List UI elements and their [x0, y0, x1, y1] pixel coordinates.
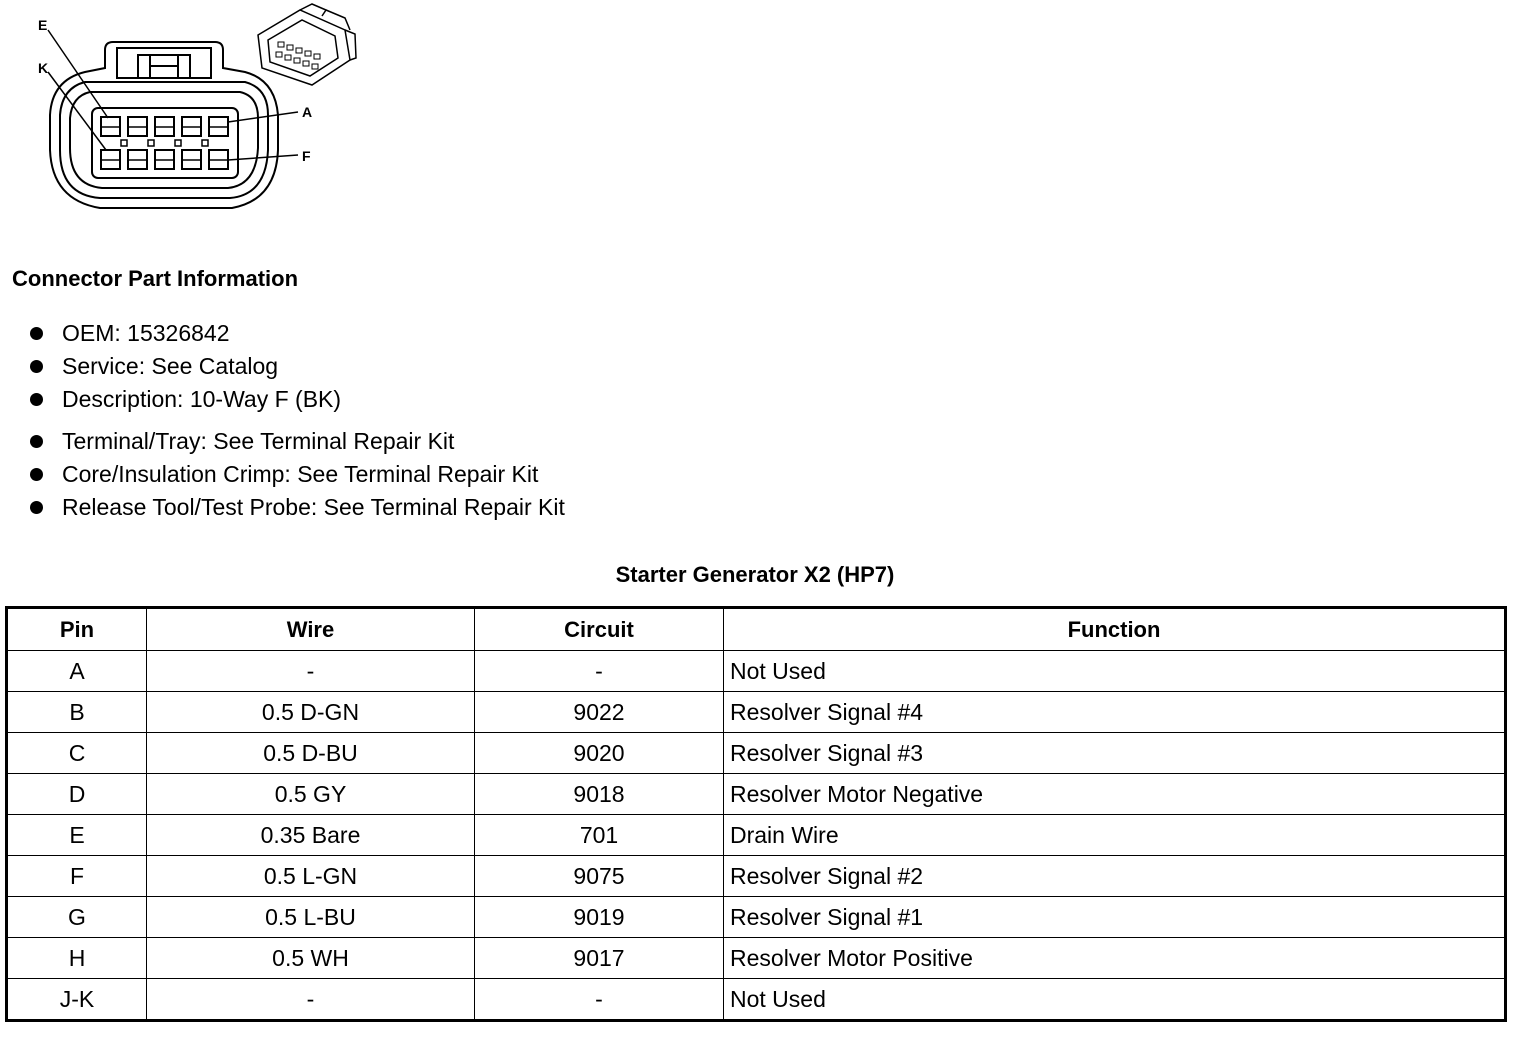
pin-label-e: E	[38, 17, 48, 33]
info-service: Service: See Catalog	[62, 353, 279, 379]
pin-label-f: F	[302, 148, 311, 164]
table-row	[7, 733, 1506, 774]
cell-pin: B	[7, 692, 147, 733]
cell-function: Resolver Signal #4	[724, 692, 1506, 733]
connector-info-heading: Connector Part Information	[12, 266, 299, 291]
cell-circuit: 9022	[475, 692, 724, 733]
bullet-icon	[30, 393, 43, 406]
header-function: Function	[724, 608, 1506, 651]
cell-pin: F	[7, 856, 147, 897]
cell-circuit: 9017	[475, 938, 724, 979]
pin-label-k: K	[38, 60, 49, 76]
table-row	[7, 692, 1506, 733]
cell-wire: 0.5 GY	[147, 774, 475, 815]
cell-circuit: 9020	[475, 733, 724, 774]
cell-wire: 0.5 L-BU	[147, 897, 475, 938]
cell-wire: 0.5 WH	[147, 938, 475, 979]
pin-label-a: A	[302, 104, 313, 120]
connector-info-list-primary	[28, 317, 341, 416]
bullet-icon	[30, 327, 43, 340]
cell-wire: 0.5 D-BU	[147, 733, 475, 774]
cell-pin: D	[7, 774, 147, 815]
header-pin: Pin	[7, 608, 147, 651]
cell-circuit: 9018	[475, 774, 724, 815]
cell-pin: G	[7, 897, 147, 938]
table-row	[7, 979, 1506, 1021]
pin-table	[5, 606, 1507, 1022]
cell-function: Resolver Signal #2	[724, 856, 1506, 897]
table-row	[7, 774, 1506, 815]
table-header-row	[7, 608, 1506, 651]
cell-wire: 0.5 D-GN	[147, 692, 475, 733]
info-terminal-tray: Terminal/Tray: See Terminal Repair Kit	[62, 428, 455, 454]
table-row	[7, 651, 1506, 692]
connector-thumbnail	[258, 4, 356, 85]
bullet-icon	[30, 435, 43, 448]
cell-wire: -	[147, 979, 475, 1021]
cell-pin: E	[7, 815, 147, 856]
info-description: Description: 10-Way F (BK)	[62, 386, 342, 412]
cell-circuit: 9075	[475, 856, 724, 897]
table-row	[7, 815, 1506, 856]
table-row	[7, 856, 1506, 897]
connector-info-list-terminal	[28, 425, 565, 524]
cell-function: Drain Wire	[724, 815, 1506, 856]
bullet-icon	[30, 501, 43, 514]
header-circuit: Circuit	[475, 608, 724, 651]
cell-wire: 0.5 L-GN	[147, 856, 475, 897]
cell-function: Resolver Signal #3	[724, 733, 1506, 774]
info-release-tool: Release Tool/Test Probe: See Terminal Repair Kit	[62, 494, 565, 520]
cell-pin: A	[7, 651, 147, 692]
list-item	[28, 491, 565, 524]
list-item	[28, 383, 341, 416]
cell-function: Not Used	[724, 651, 1506, 692]
table-row	[7, 897, 1506, 938]
table-title: Starter Generator X2 (HP7)	[615, 562, 895, 587]
cell-wire: -	[147, 651, 475, 692]
cell-function: Resolver Motor Positive	[724, 938, 1506, 979]
table-row	[7, 938, 1506, 979]
bullet-icon	[30, 468, 43, 481]
cell-circuit: -	[475, 979, 724, 1021]
bullet-icon	[30, 360, 43, 373]
cell-function: Resolver Signal #1	[724, 897, 1506, 938]
cell-pin: H	[7, 938, 147, 979]
cell-circuit: -	[475, 651, 724, 692]
cell-circuit: 9019	[475, 897, 724, 938]
connector-diagram	[0, 0, 370, 220]
list-item	[28, 425, 565, 458]
info-crimp: Core/Insulation Crimp: See Terminal Repair Kit	[62, 461, 539, 487]
list-item	[28, 458, 565, 491]
cell-function: Resolver Motor Negative	[724, 774, 1506, 815]
cell-circuit: 701	[475, 815, 724, 856]
cell-wire: 0.35 Bare	[147, 815, 475, 856]
info-oem: OEM: 15326842	[62, 320, 230, 346]
list-item	[28, 317, 341, 350]
header-wire: Wire	[147, 608, 475, 651]
list-item	[28, 350, 341, 383]
cell-pin: J-K	[7, 979, 147, 1021]
cell-function: Not Used	[724, 979, 1506, 1021]
cell-pin: C	[7, 733, 147, 774]
